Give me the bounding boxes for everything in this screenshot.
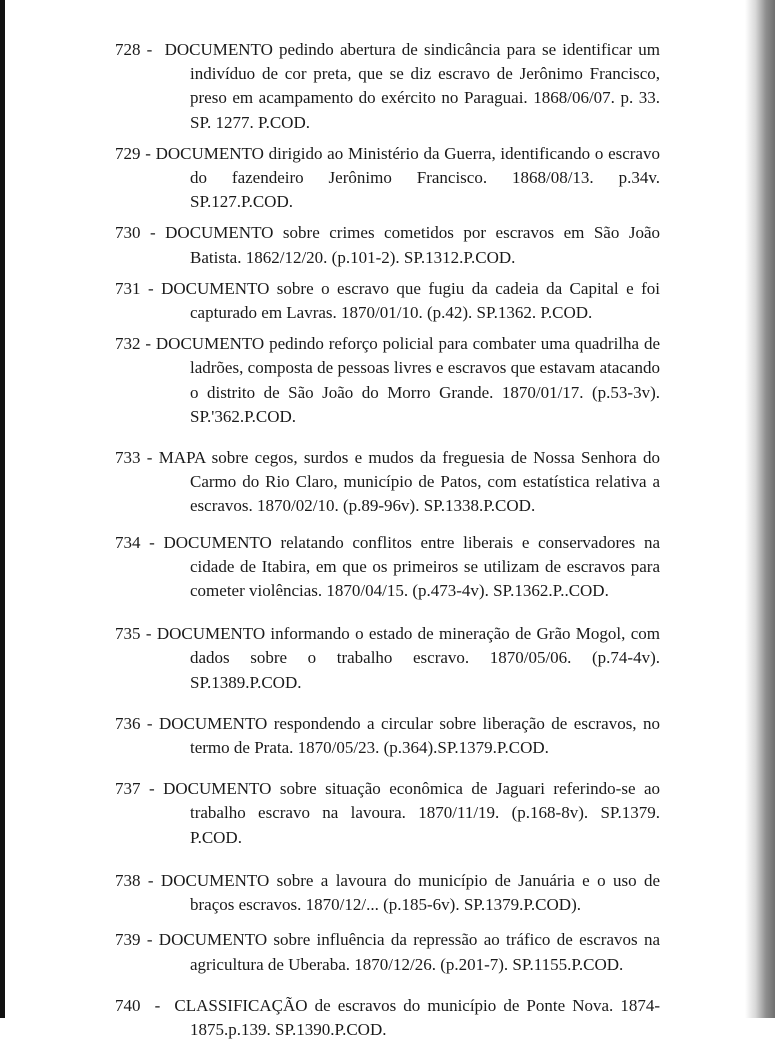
entry-number: 731	[115, 278, 141, 298]
entry-number: 732	[115, 334, 141, 354]
entry-number: 737	[115, 779, 141, 799]
entry-text: DOCUMENTO sobre o escravo que fugiu da cadeia da Capital e foi capturado em Lavras. 1870/01/10. (p.42). SP.1362. P.COD.	[161, 278, 660, 323]
entry-text: CLASSIFICAÇÃO de escravos do município de Ponte Nova. 1874-1875.p.139. SP.1390.P.COD.	[174, 995, 660, 1039]
entry-text: DOCUMENTO sobre crimes cometidos por escravos em São João Batista. 1862/12/20. (p.101-2). SP.1312.P.COD.	[165, 223, 660, 267]
page-binding-shadow	[745, 0, 775, 1018]
entry-text: DOCUMENTO dirigido ao Ministério da Guerra, identificando o escravo do fazendeiro Jerônimo Francisco. 1868/08/13. p.34v. SP.127.P.COD.	[155, 143, 660, 212]
entry-text: DOCUMENTO sobre situação econômica de Jaguari referindo-se ao trabalho escravo na lavoura. 1870/11/19. (p.168-8v). SP.1379. P.COD.	[163, 779, 660, 847]
entry-number: 729	[115, 143, 141, 163]
entry-number: 739	[115, 930, 141, 950]
entry-text: DOCUMENTO sobre influência da repressão ao tráfico de escravos na agricultura de Uberaba. 1870/12/26. (p.201-7). SP.1155.P.COD.	[158, 930, 660, 974]
entry-text: DOCUMENTO informando o estado de mineração de Grão Mogol, com dados sobre o trabalho escravo. 1870/05/06. (p.74-4v). SP.1389.P.COD.	[156, 624, 660, 692]
entry-text: DOCUMENTO pedindo abertura de sindicância para se identificar um indivíduo de cor preta, que se diz escravo de Jerônimo Francisco, preso em acampamento do exército no Paraguai. 1868/06/07. p. 33. SP. 1277. P.COD.	[164, 40, 660, 132]
entry-text: DOCUMENTO respondendo a circular sobre liberação de escravos, no termo de Prata. 1870/05/23. (p.364).SP.1379.P.COD.	[159, 713, 660, 758]
entry-number: 740	[115, 995, 141, 1015]
list-item: 736 - DOCUMENTO respondendo a circular sobre liberação de escravos, no termo de Prata. 1870/05/23. (p.364).SP.1379.P.COD.	[115, 713, 660, 758]
list-item: 740 - CLASSIFICAÇÃO de escravos do município de Ponte Nova. 1874-1875.p.139. SP.1390.P.COD.	[115, 995, 660, 1039]
entry-text: MAPA sobre cegos, surdos e mudos da freguesia de Nossa Senhora do Carmo do Rio Claro, município de Patos, com estatística relativa a escravos. 1870/02/10. (p.89-96v). SP.1338.P.COD.	[158, 448, 660, 516]
entry-number: 734	[115, 532, 141, 552]
list-item: 733 - MAPA sobre cegos, surdos e mudos da freguesia de Nossa Senhora do Carmo do Rio Claro, município de Patos, com estatística relativa a escravos. 1870/02/10. (p.89-96v). SP.1338.P.COD.	[115, 448, 660, 516]
document-entry-list	[115, 38, 660, 1042]
entry-text: DOCUMENTO relatando conflitos entre liberais e conservadores na cidade de Itabira, em que os primeiros se utilizam de escravos para cometer violências. 1870/04/15. (p.473-4v). SP.1362.P..COD.	[163, 532, 660, 601]
list-item: 739 - DOCUMENTO sobre influência da repressão ao tráfico de escravos na agricultura de Uberaba. 1870/12/26. (p.201-7). SP.1155.P.COD.	[115, 930, 660, 974]
list-item: 735 - DOCUMENTO informando o estado de mineração de Grão Mogol, com dados sobre o trabalho escravo. 1870/05/06. (p.74-4v). SP.1389.P.COD.	[115, 624, 660, 692]
entry-number: 728	[115, 40, 141, 59]
page-left-edge	[0, 0, 5, 1018]
entry-text: DOCUMENTO sobre a lavoura do município de Januária e o uso de braços escravos. 1870/12/... (p.185-6v). SP.1379.P.COD).	[160, 870, 660, 915]
list-item: 731 - DOCUMENTO sobre o escravo que fugiu da cadeia da Capital e foi capturado em Lavras. 1870/01/10. (p.42). SP.1362. P.COD.	[115, 278, 660, 323]
list-item: 732 - DOCUMENTO pedindo reforço policial para combater uma quadrilha de ladrões, composta de pessoas livres e escravos que estavam atacando o distrito de São João do Morro Grande. 1870/01/17. (p.53-3v). SP.'362.P.COD.	[115, 334, 660, 426]
entry-number: 735	[115, 624, 141, 644]
entry-number: 738	[115, 870, 141, 890]
list-item: 729 - DOCUMENTO dirigido ao Ministério da Guerra, identificando o escravo do fazendeiro Jerônimo Francisco. 1868/08/13. p.34v. SP.127.P.COD.	[115, 143, 660, 212]
entry-number: 736	[115, 713, 141, 733]
list-item: 737 - DOCUMENTO sobre situação econômica de Jaguari referindo-se ao trabalho escravo na lavoura. 1870/11/19. (p.168-8v). SP.1379. P.COD.	[115, 779, 660, 847]
list-item: 734 - DOCUMENTO relatando conflitos entre liberais e conservadores na cidade de Itabira, em que os primeiros se utilizam de escravos para cometer violências. 1870/04/15. (p.473-4v). SP.1362.P..COD.	[115, 532, 660, 601]
list-item: 738 - DOCUMENTO sobre a lavoura do município de Januária e o uso de braços escravos. 1870/12/... (p.185-6v). SP.1379.P.COD).	[115, 870, 660, 915]
entry-number: 733	[115, 448, 141, 468]
list-item: 730 - DOCUMENTO sobre crimes cometidos por escravos em São João Batista. 1862/12/20. (p.101-2). SP.1312.P.COD.	[115, 223, 660, 267]
list-item: 728 - DOCUMENTO pedindo abertura de sindicância para se identificar um indivíduo de cor preta, que se diz escravo de Jerônimo Francisco, preso em acampamento do exército no Paraguai. 1868/06/07. p. 33. SP. 1277. P.COD.	[115, 40, 660, 132]
entry-text: DOCUMENTO pedindo reforço policial para combater uma quadrilha de ladrões, composta de pessoas livres e escravos que estavam atacando o distrito de São João do Morro Grande. 1870/01/17. (p.53-3v). SP.'362.P.COD.	[155, 334, 660, 426]
entry-number: 730	[115, 223, 141, 243]
